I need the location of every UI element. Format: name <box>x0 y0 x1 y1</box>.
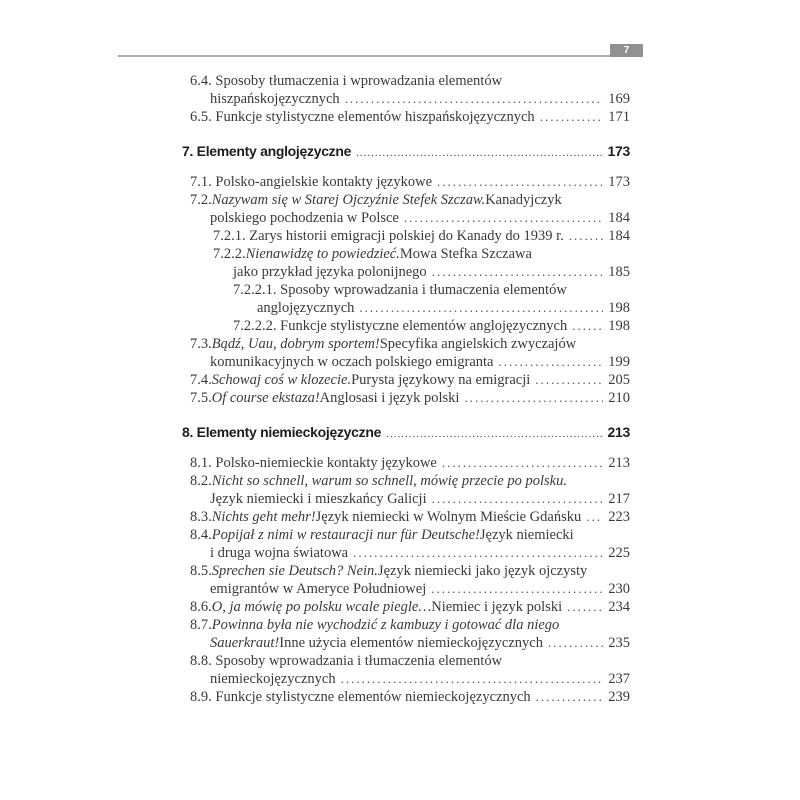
dot-leader <box>359 299 603 317</box>
dot-leader <box>432 263 604 281</box>
toc-page-number: 173 <box>608 174 630 190</box>
toc-entry <box>182 173 630 191</box>
toc-entry <box>182 508 630 526</box>
toc-entry-text: Język niemiecki <box>479 527 574 543</box>
toc-entry-text: anglojęzycznych <box>257 300 355 316</box>
toc-page-number: 184 <box>608 210 630 226</box>
toc-entry-text: Język niemiecki w Wolnym Mieście Gdańsku <box>315 509 582 525</box>
toc-entry-text: i druga wojna światowa <box>210 545 349 561</box>
toc-entry-text: Bądź, Uau, dobrym sportem! <box>211 336 380 352</box>
dot-leader <box>341 670 604 688</box>
dot-leader <box>431 580 603 598</box>
toc-entry-text: 8.8. Sposoby wprowadzania i tłumaczenia elementów <box>190 653 503 669</box>
toc-page-number: 235 <box>608 635 630 651</box>
dot-leader <box>353 544 603 562</box>
toc-entry-text: 8.2. <box>190 473 212 489</box>
toc-entry-text: Purysta językowy na emigracji <box>351 372 531 388</box>
toc-entry-text: 7.2.2. <box>213 246 246 262</box>
toc-entry-text: 8.7. <box>190 617 212 633</box>
toc-entry-text: Powinna była nie wychodzić z kambuzy i gotować dla niego <box>211 617 560 633</box>
toc-page-number: 185 <box>608 264 630 280</box>
toc-entry-text: 6.5. Funkcje stylistyczne elementów hiszpańskojęzycznych <box>190 109 535 125</box>
toc-page-number: 213 <box>607 424 630 440</box>
toc-entry-text: Inne użycia elementów niemieckojęzycznych <box>279 635 543 651</box>
dot-leader <box>535 371 603 389</box>
toc-entry-text: 7.3. <box>190 336 212 352</box>
toc-entry-text: jako przykład języka polonijnego <box>233 264 427 280</box>
toc-entry <box>182 209 630 227</box>
toc-entry-text: Nazywam się w Starej Ojczyźnie Stefek Szczaw. <box>211 192 486 208</box>
dot-leader <box>498 353 603 371</box>
toc-entry-text: Język niemiecki i mieszkańcy Galicji <box>210 491 427 507</box>
dot-leader <box>464 389 603 407</box>
dot-leader <box>567 598 603 616</box>
toc-page-number: 213 <box>608 455 630 471</box>
toc-page-number: 239 <box>608 689 630 705</box>
toc-entry-text: Nienawidzę to powiedzieć. <box>245 246 400 262</box>
toc-entry <box>182 108 630 126</box>
toc-entry-text: Niemiec i język polski <box>431 599 563 615</box>
toc-page-number: 217 <box>608 491 630 507</box>
toc-entry-text: emigrantów w Ameryce Południowej <box>210 581 427 597</box>
toc-entry <box>182 652 630 670</box>
dot-leader <box>356 142 602 162</box>
toc-page-number: 198 <box>608 300 630 316</box>
toc-entry-text: Nichts geht mehr! <box>211 509 316 525</box>
toc-entry-text: Specyfika angielskich zwyczajów <box>379 336 577 352</box>
toc-entry <box>182 472 630 490</box>
toc-page-number: 173 <box>607 143 630 159</box>
toc-entry <box>182 299 630 317</box>
dot-leader <box>572 317 603 335</box>
toc-entry-text: Sauerkraut! <box>210 635 280 651</box>
toc-entry-text: 8.5. <box>190 563 212 579</box>
toc-entry-text: Schowaj coś w klozecie. <box>211 372 352 388</box>
toc-entry <box>182 335 630 353</box>
toc-entry-text: Sprechen sie Deutsch? Nein. <box>211 563 378 579</box>
toc-page-number: 198 <box>608 318 630 334</box>
toc-entry-text: 7. Elementy anglojęzyczne <box>182 143 352 159</box>
toc-entry-text: 6.4. Sposoby tłumaczenia i wprowadzania elementów <box>190 73 503 89</box>
toc-entry-text: 8.6. <box>190 599 212 615</box>
toc-entry-text: Kanadyjczyk <box>485 192 562 208</box>
toc-entry-text: 8.9. Funkcje stylistyczne elementów niemieckojęzycznych <box>190 689 531 705</box>
toc-page-number: 210 <box>608 390 630 406</box>
toc-page-number: 234 <box>608 599 630 615</box>
toc-entry-text: 7.4. <box>190 372 212 388</box>
dot-leader <box>442 454 603 472</box>
page-number-badge <box>610 44 643 57</box>
toc-entry-text: hiszpańskojęzycznych <box>210 91 340 107</box>
toc-entry-text: niemieckojęzycznych <box>210 671 336 687</box>
toc-entry-text: Mowa Stefka Szczawa <box>399 246 532 262</box>
toc-entry <box>182 454 630 472</box>
toc-entry <box>182 227 630 245</box>
toc-entry-text: 8.1. Polsko-niemieckie kontakty językowe <box>190 455 437 471</box>
toc-entry-text: O, ja mówię po polsku wcale piegle… <box>211 599 432 615</box>
toc-page-number: 223 <box>608 509 630 525</box>
toc-entry <box>182 317 630 335</box>
toc-entry-text: polskiego pochodzenia w Polsce <box>210 210 399 226</box>
toc-entry-text: Popijał z nimi w restauracji nur für Deutsche! <box>211 527 480 543</box>
toc-entry <box>182 72 630 90</box>
dot-leader <box>432 490 604 508</box>
toc-page-number: 237 <box>608 671 630 687</box>
dot-leader <box>404 209 603 227</box>
dot-leader <box>536 688 604 706</box>
dot-leader <box>345 90 604 108</box>
toc-entry-text: 7.2.1. Zarys historii emigracji polskiej do Kanady do 1939 r. <box>213 228 564 244</box>
toc-entry <box>182 353 630 371</box>
toc-entry <box>182 90 630 108</box>
toc-entry-text: 8.3. <box>190 509 212 525</box>
toc-entry <box>182 598 630 616</box>
dot-leader <box>548 634 603 652</box>
toc-page-number: 171 <box>608 109 630 125</box>
toc-page-number: 230 <box>608 581 630 597</box>
toc-entry <box>182 544 630 562</box>
toc-entry <box>182 580 630 598</box>
dot-leader <box>586 508 603 526</box>
dot-leader <box>540 108 604 126</box>
toc-page-number: 184 <box>608 228 630 244</box>
toc-entry <box>182 616 630 634</box>
header-rule <box>118 55 610 57</box>
toc-page-number: 169 <box>608 91 630 107</box>
toc-entry-text: Nicht so schnell, warum so schnell, mówię przecie po polsku. <box>211 473 567 489</box>
toc-page-number: 205 <box>608 372 630 388</box>
toc-entry-text: 7.1. Polsko-angielskie kontakty językowe <box>190 174 433 190</box>
toc-entry <box>182 263 630 281</box>
toc-page-number: 225 <box>608 545 630 561</box>
toc-entry-text: 7.2.2.2. Funkcje stylistyczne elementów anglojęzycznych <box>233 318 568 334</box>
toc-entry <box>182 688 630 706</box>
toc-entry <box>182 191 630 209</box>
toc-entry <box>182 562 630 580</box>
toc-entry-text: 8.4. <box>190 527 212 543</box>
toc <box>182 72 630 706</box>
dot-leader <box>569 227 603 245</box>
toc-entry <box>182 490 630 508</box>
page-number: 7 <box>623 45 630 56</box>
toc-entry-text: 7.2.2.1. Sposoby wprowadzania i tłumaczenia elementów <box>233 282 567 298</box>
toc-chapter-heading <box>182 423 630 443</box>
dot-leader <box>386 423 602 443</box>
toc-entry-text: 8. Elementy niemieckojęzyczne <box>182 424 382 440</box>
toc-entry-text: Of course ekstaza! <box>211 390 320 406</box>
toc-entry-text: 7.5. <box>190 390 212 406</box>
toc-page-number: 199 <box>608 354 630 370</box>
toc-entry-text: Anglosasi i język polski <box>319 390 460 406</box>
toc-entry <box>182 245 630 263</box>
toc-entry <box>182 670 630 688</box>
toc-entry <box>182 634 630 652</box>
toc-entry-text: komunikacyjnych w oczach polskiego emigranta <box>210 354 494 370</box>
toc-entry-text: Język niemiecki jako język ojczysty <box>377 563 588 579</box>
toc-entry-text: 7.2. <box>190 192 212 208</box>
dot-leader <box>437 173 603 191</box>
toc-entry <box>182 281 630 299</box>
toc-entry <box>182 389 630 407</box>
toc-entry <box>182 526 630 544</box>
toc-entry <box>182 371 630 389</box>
toc-chapter-heading <box>182 142 630 162</box>
